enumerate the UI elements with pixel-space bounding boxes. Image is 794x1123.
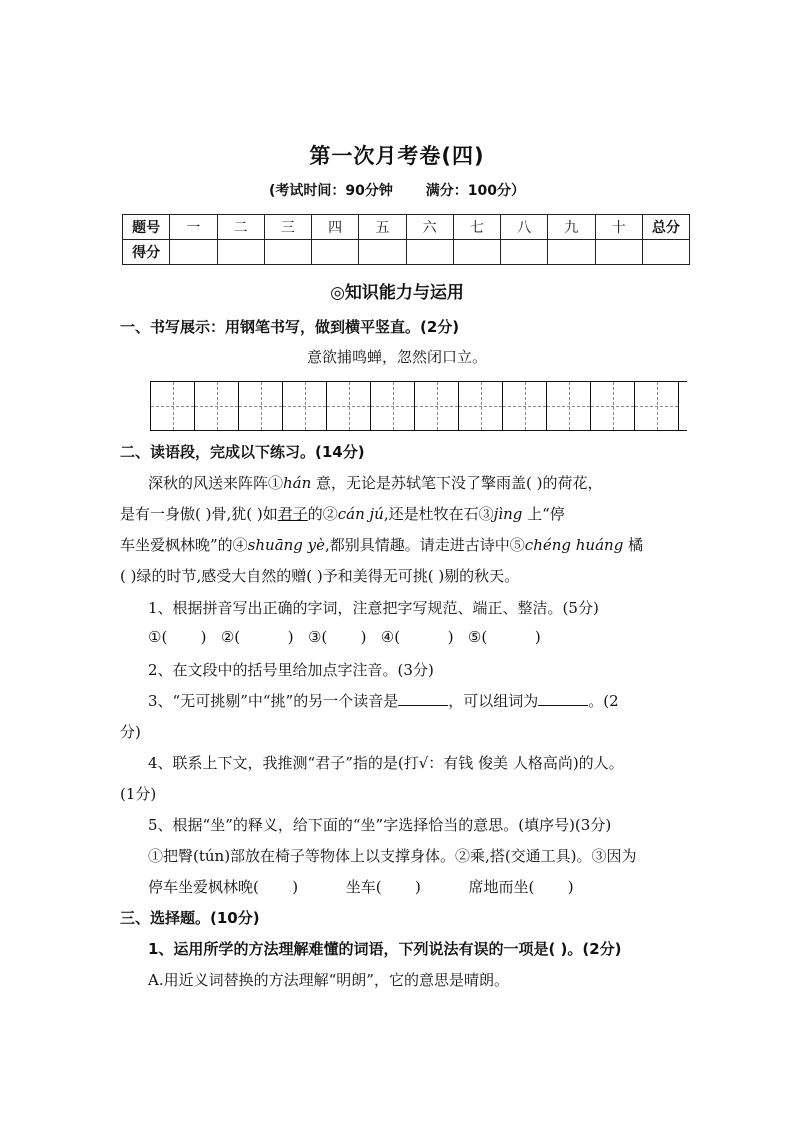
score-cell[interactable] (217, 240, 264, 265)
text: ,都别具情趣。请走进古诗中⑤ (325, 536, 525, 554)
pinyin: hán (283, 474, 312, 492)
score-table-header-row (123, 215, 690, 240)
text: 深秋的风送来阵阵① (148, 474, 284, 492)
q2-sub3-cont: 分) (120, 723, 141, 741)
score-cell[interactable] (312, 240, 359, 265)
q2-sub5: 5、根据“坐”的释义，给下面的“坐”字选择恰当的意思。(填序号)(3分) (148, 816, 612, 834)
writing-cell[interactable] (151, 382, 195, 430)
writing-cell[interactable] (415, 382, 459, 430)
score-row-label: 得分 (123, 240, 170, 265)
q3-option-a[interactable]: A.用近义词替换的方法理解“明朗”，它的意思是晴朗。 (148, 971, 509, 989)
q2-sub1: 1、根据拼音写出正确的字词，注意把字写规范、端正、整洁。(5分) (148, 599, 599, 617)
q2-paragraph-line-1 (148, 472, 603, 493)
text: ,还是杜牧在石③ (383, 505, 494, 523)
score-header-cell: 题号 (123, 215, 170, 240)
score-table (122, 214, 690, 265)
q2-paragraph-line-4: ( )绿的时节,感受大自然的赠( )予和美得无可挑( )剔的秋天。 (120, 567, 520, 585)
exam-subtitle (0, 180, 794, 200)
pinyin: chéng huáng (524, 536, 624, 554)
writing-cell[interactable] (327, 382, 371, 430)
q2-sub2: 2、在文段中的括号里给加点字注音。(3分) (148, 661, 434, 679)
score-header-cell: 三 (264, 215, 311, 240)
q2-sub5-definition: ①把臀(tún)部放在椅子等物体上以支撑身体。②乘,搭(交通工具)。③因为 (148, 847, 637, 865)
text: 。(2 (588, 692, 619, 710)
exam-time: (考试时间：90分钟 (269, 183, 393, 199)
exam-title: 第一次月考卷(四) (309, 144, 485, 168)
q2-sub4: 4、联系上下文，我推测“君子”指的是(打√：有钱 俊美 人格高尚)的人。 (148, 754, 624, 772)
writing-cell[interactable] (635, 382, 679, 430)
score-header-cell: 五 (359, 215, 406, 240)
q2-sub1-answer-blanks[interactable]: ①( ) ②( ) ③( ) ④( ) ⑤( ) (148, 628, 541, 646)
score-header-cell: 七 (453, 215, 500, 240)
q1-title: 一、书写展示：用钢笔书写，做到横平竖直。(2分) (120, 318, 460, 336)
score-table-score-row (123, 240, 690, 265)
answer-blank[interactable] (398, 691, 448, 706)
score-header-cell: 八 (501, 215, 548, 240)
score-header-cell: 六 (406, 215, 453, 240)
pinyin: shuāng yè (247, 536, 326, 554)
answer-blank[interactable] (538, 691, 588, 706)
underlined-word: 君子 (277, 505, 308, 523)
text: ，可以组词为 (448, 692, 539, 710)
writing-cell[interactable] (459, 382, 503, 430)
pinyin: cán jú (337, 505, 384, 523)
q3-title: 三、选择题。(10分) (120, 909, 260, 927)
score-header-cell: 十 (595, 215, 642, 240)
writing-cell[interactable] (547, 382, 591, 430)
score-header-cell: 四 (312, 215, 359, 240)
score-cell[interactable] (406, 240, 453, 265)
score-header-cell: 总分 (642, 215, 689, 240)
score-cell[interactable] (359, 240, 406, 265)
text: 上“停 (522, 505, 565, 523)
exam-full-score: 满分：100分） (425, 183, 525, 199)
q2-paragraph-line-2 (120, 503, 565, 524)
q1-sentence: 意欲捕鸣蝉，忽然闭口立。 (306, 348, 487, 366)
score-header-cell: 九 (548, 215, 595, 240)
score-cell[interactable] (548, 240, 595, 265)
text: 的② (307, 505, 338, 523)
q2-paragraph-line-3 (120, 534, 643, 555)
section-heading: ◎知识能力与运用 (330, 283, 464, 303)
q3-sub1: 1、运用所学的方法理解难懂的词语，下列说法有误的一项是( )。(2分) (148, 940, 622, 958)
writing-cell[interactable] (591, 382, 635, 430)
writing-cell[interactable] (239, 382, 283, 430)
text: 意，无论是苏轼笔下没了擎雨盖( )的荷花， (311, 474, 603, 492)
writing-cell[interactable] (371, 382, 415, 430)
q2-title: 二、读语段，完成以下练习。(14分) (120, 443, 365, 461)
text: 车坐爱枫林晚”的④ (120, 536, 248, 554)
score-cell[interactable] (453, 240, 500, 265)
writing-cell[interactable] (503, 382, 547, 430)
q2-sub3 (148, 690, 619, 711)
writing-grid[interactable] (150, 381, 687, 431)
score-cell[interactable] (501, 240, 548, 265)
score-cell[interactable] (642, 240, 689, 265)
q2-sub4-cont: (1分) (120, 785, 157, 803)
score-header-cell: 二 (217, 215, 264, 240)
q2-sub5-items[interactable]: 停车坐爱枫林晚( ) 坐车( ) 席地而坐( ) (148, 878, 574, 896)
text: 橘 (623, 536, 644, 554)
writing-cell[interactable] (283, 382, 327, 430)
pinyin: jìng (493, 505, 523, 523)
text: 3、“无可挑剔”中“挑”的另一个读音是 (148, 692, 399, 710)
score-cell[interactable] (595, 240, 642, 265)
score-cell[interactable] (264, 240, 311, 265)
score-header-cell: 一 (170, 215, 217, 240)
text: 是有一身傲( )骨,犹( )如 (120, 505, 278, 523)
score-cell[interactable] (170, 240, 217, 265)
writing-cell[interactable] (195, 382, 239, 430)
